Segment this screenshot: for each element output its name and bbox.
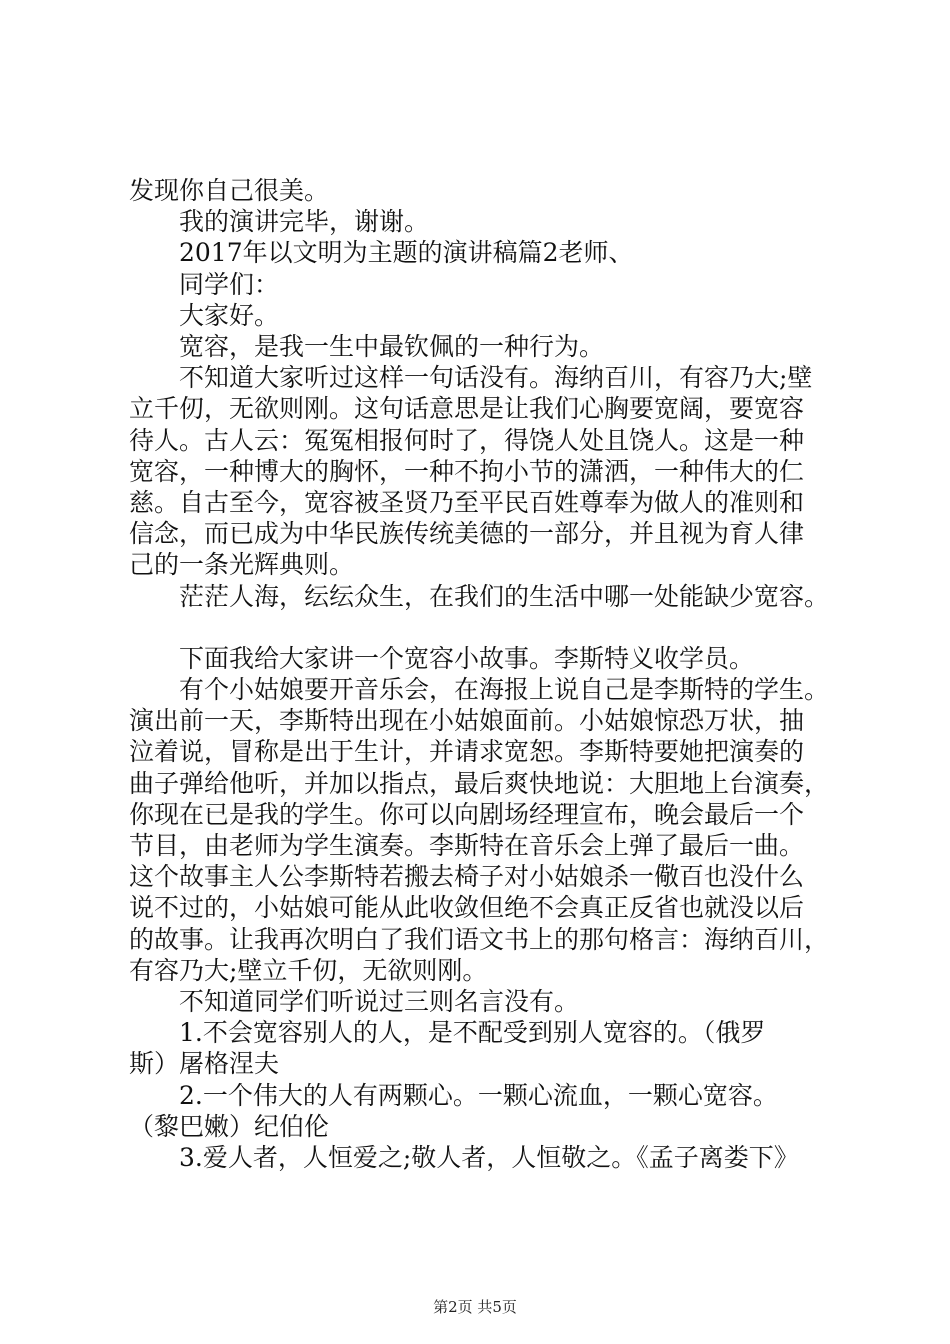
- paragraph-gap: [129, 612, 859, 643]
- text-line: 的故事。让我再次明白了我们语文书上的那句格言：海纳百川，: [129, 924, 830, 954]
- text-line: 2017年以文明为主题的演讲稿篇2老师、: [179, 238, 634, 268]
- text-line: 这个故事主人公李斯特若搬去椅子对小姑娘杀一儆百也没什么: [129, 862, 805, 892]
- text-line: 不知道大家听过这样一句话没有。海纳百川，有容乃大;壁: [179, 363, 813, 393]
- text-line: 节目，由老师为学生演奏。李斯特在音乐会上弹了最后一曲。: [129, 831, 805, 861]
- text-line: 大家好。: [179, 300, 280, 330]
- text-line: 茫茫人海，纭纭众生，在我们的生活中哪一处能缺少宽容。: [179, 581, 830, 611]
- text-line: 同学们：: [179, 269, 280, 299]
- quote-line: 1.不会宽容别人的人，是不配受到别人宽容的。（俄罗: [179, 1018, 766, 1048]
- page-footer: 第2页 共5页: [433, 1298, 517, 1316]
- text-line: 立千仞，无欲则刚。这句话意思是让我们心胸要宽阔，要宽容: [129, 394, 805, 424]
- quote-line: 3.爱人者，人恒爱之;敬人者，人恒敬之。《孟子离娄下》: [179, 1143, 799, 1173]
- text-line: 己的一条光辉典则。: [129, 550, 355, 580]
- text-line: 说不过的，小姑娘可能从此收敛但绝不会真正反省也就没以后: [129, 893, 805, 923]
- text-line: 有容乃大;壁立千仞，无欲则刚。: [129, 955, 488, 985]
- quote-line: 斯）屠格涅夫: [129, 1049, 280, 1079]
- text-line: 你现在已是我的学生。你可以向剧场经理宣布，晚会最后一个: [129, 799, 805, 829]
- text-line: 泣着说，冒称是出于生计，并请求宽恕。李斯特要她把演奏的: [129, 737, 805, 767]
- text-line: 我的演讲完毕，谢谢。: [179, 207, 430, 237]
- text-line: 宽容，是我一生中最钦佩的一种行为。: [179, 332, 605, 362]
- text-line: 发现你自己很美。: [129, 176, 330, 205]
- text-line: 信念，而已成为中华民族传统美德的一部分，并且视为育人律: [129, 519, 805, 549]
- quote-line: 2.一个伟大的人有两颗心。一颗心流血，一颗心宽容。: [179, 1080, 778, 1110]
- text-line: 有个小姑娘要开音乐会，在海报上说自己是李斯特的学生。: [179, 675, 830, 705]
- quote-line: （黎巴嫩）纪伯伦: [129, 1111, 330, 1141]
- text-line: 演出前一天，李斯特出现在小姑娘面前。小姑娘惊恐万状，抽: [129, 706, 805, 736]
- text-line: 曲子弹给他听，并加以指点，最后爽快地说：大胆地上台演奏，: [129, 768, 830, 798]
- text-line: 不知道同学们听说过三则名言没有。: [179, 987, 580, 1017]
- text-line: 慈。自古至今，宽容被圣贤乃至平民百姓尊奉为做人的准则和: [129, 488, 805, 518]
- document-body: [129, 175, 859, 1173]
- text-line: 宽容，一种博大的胸怀，一种不拘小节的潇洒，一种伟大的仁: [129, 456, 805, 486]
- text-line: 下面我给大家讲一个宽容小故事。李斯特义收学员。: [179, 643, 755, 673]
- text-line: 待人。古人云：冤冤相报何时了，得饶人处且饶人。这是一种: [129, 425, 805, 455]
